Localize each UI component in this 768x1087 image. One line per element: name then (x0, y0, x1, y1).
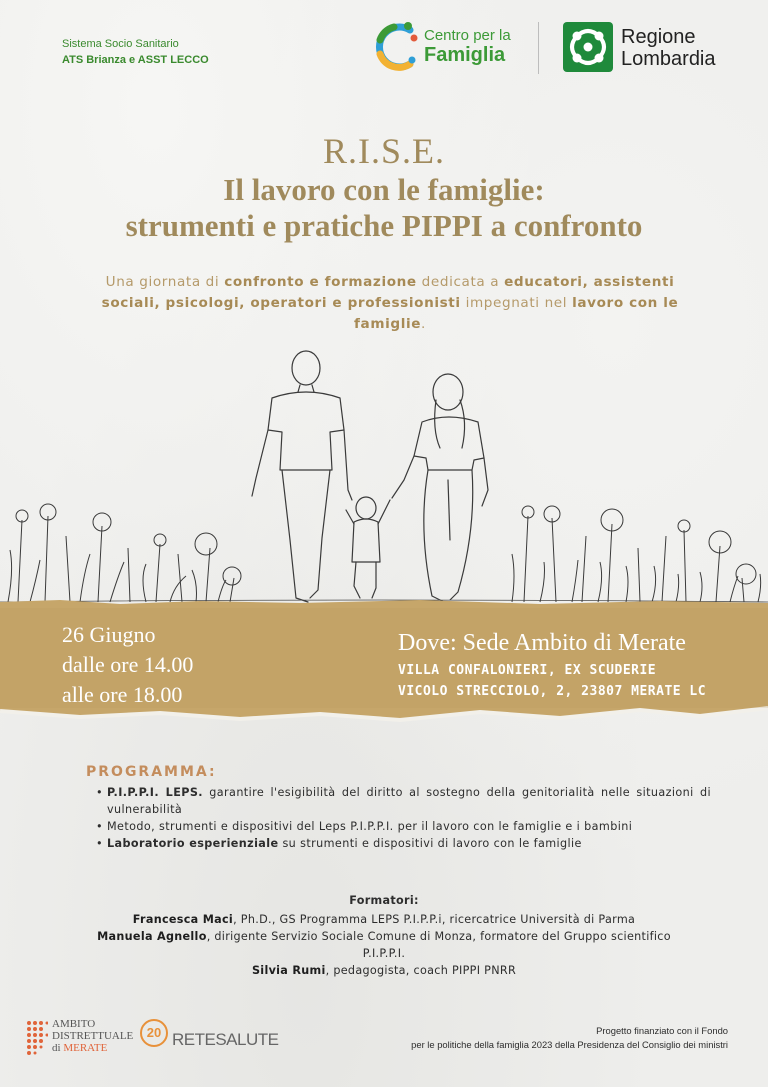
item-bold: P.I.P.P.I. LEPS. (107, 786, 203, 799)
event-address (398, 660, 706, 702)
intro-text-3: impegnati nel (460, 295, 573, 311)
ambito-distrettuale-logo (26, 1018, 136, 1056)
funding-line-2: per le politiche della famiglia 2023 della Presidenza del Consiglio dei ministri (411, 1039, 728, 1050)
formatore-name: Francesca Maci (132, 913, 234, 926)
header-divider (538, 22, 539, 74)
retesalute-name: RETESALUTE (172, 1030, 279, 1049)
item-text: Metodo, strumenti e dispositivi del Leps P.I.P.P.I. per il lavoro con le famiglie e i bambini (107, 820, 633, 833)
dot-grid-icon (26, 1020, 48, 1056)
intro-paragraph (90, 272, 690, 335)
funding-note (390, 1024, 728, 1052)
formatore-name: Manuela Agnello (97, 930, 207, 943)
event-title (0, 130, 768, 244)
org-line-2: ATS Brianza e ASST LECCO (62, 54, 209, 66)
venue-street: VICOLO STRECCIOLO, 2, 23807 MERATE LC (398, 684, 707, 699)
cpf-line-1: Centro per la (424, 27, 511, 44)
formatore-role: , dirigente Servizio Sociale Comune di Monza, formatore del Gruppo scientifico P.I.P.P.I. (206, 930, 671, 960)
cpf-emblem-icon (372, 18, 420, 76)
centro-per-la-famiglia-logo (372, 18, 532, 76)
formatore-1 (90, 911, 678, 928)
intro-text-2: dedicata a (416, 274, 505, 290)
item-bold: Laboratorio esperienziale (107, 837, 279, 850)
ad-line-3b: MERATE (63, 1042, 108, 1054)
event-date: 26 Giugno (62, 622, 156, 647)
item-text: garantire l'esigibilità del diritto al sostegno della genitorialità nelle situazioni di vulnerabilità (107, 786, 712, 816)
formatore-role: , Ph.D., GS Programma LEPS P.I.P.P.i, ricercatrice Università di Parma (233, 913, 636, 926)
regione-line-2: Lombardia (621, 48, 716, 70)
regione-lombardia-logo (563, 22, 748, 74)
org-line-1: Sistema Socio Sanitario (62, 38, 179, 50)
event-venue-title: Dove: Sede Ambito di Merate (398, 630, 686, 656)
list-item (96, 818, 711, 835)
ad-line-1: AMBITO (52, 1018, 96, 1030)
formatori-heading: Formatori: (349, 894, 419, 907)
title-line-2: Il lavoro con le famiglie: (223, 172, 545, 207)
title-line-3: strumenti e pratiche PIPPI a confronto (125, 208, 643, 243)
ad-line-3a: di (52, 1042, 64, 1054)
retesalute-logo (140, 1016, 279, 1058)
list-item (96, 784, 711, 818)
programma-heading: PROGRAMMA: (86, 764, 217, 780)
formatore-3 (90, 962, 678, 979)
cpf-line-2: Famiglia (424, 44, 506, 66)
intro-bold-1: confronto e formazione (224, 274, 417, 290)
venue-name: VILLA CONFALONIERI, EX SCUDERIE (398, 663, 657, 678)
event-start-time: dalle ore 14.00 (62, 652, 194, 677)
formatori-section (90, 892, 678, 979)
intro-bold-3: lavoro con le famiglie (354, 295, 679, 332)
formatore-2 (90, 928, 678, 962)
item-text: su strumenti e dispositivi di lavoro con le famiglie (278, 837, 582, 850)
list-item (96, 835, 711, 852)
organization-label (62, 36, 209, 68)
intro-text-1: Una giornata di (105, 274, 225, 290)
programma-list (96, 784, 711, 852)
funding-line-1: Progetto finanziato con il Fondo (596, 1025, 728, 1036)
regione-line-1: Regione (621, 26, 696, 48)
family-illustration (0, 340, 768, 610)
title-acronym: R.I.S.E. (322, 131, 445, 171)
formatore-name: Silvia Rumi (251, 964, 326, 977)
intro-bold-2: educatori, assistenti sociali, psicologi, operatori e professionisti (101, 274, 675, 311)
rosa-camuna-icon (563, 22, 613, 72)
intro-text-4: . (421, 316, 426, 332)
event-date-time (62, 620, 193, 710)
anniversary-badge: 20 (140, 1019, 168, 1047)
formatore-role: , pedagogista, coach PIPPI PNRR (325, 964, 517, 977)
ad-line-2: DISTRETTUALE (52, 1030, 134, 1042)
event-end-time: alle ore 18.00 (62, 682, 183, 707)
